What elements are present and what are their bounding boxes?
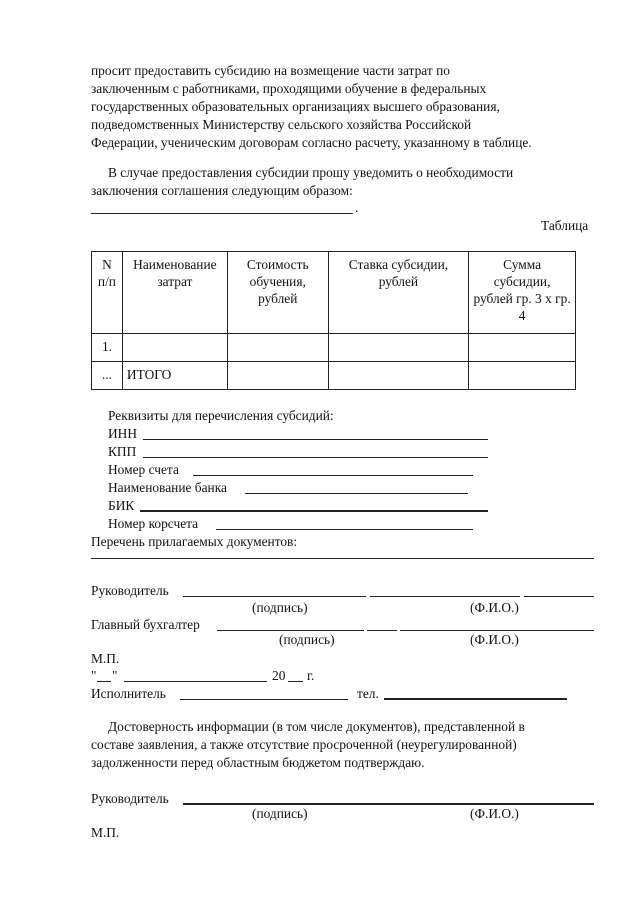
bank-label: Наименование банка	[108, 480, 227, 495]
accountant-gap-field[interactable]	[367, 630, 397, 631]
tel-label: тел.	[357, 686, 379, 701]
table-cell[interactable]	[328, 334, 469, 362]
table-cell[interactable]	[227, 334, 328, 362]
head2-label: Руководитель	[91, 791, 169, 806]
corr-field[interactable]	[216, 529, 473, 530]
stamp-place-2: М.П.	[91, 825, 120, 840]
table-row	[92, 334, 576, 362]
bank-field[interactable]	[245, 493, 468, 494]
inn-field[interactable]	[143, 439, 488, 440]
intro-line-4: подведомственных Министерству сельского хозяйства Российской	[91, 117, 472, 132]
header-cell: N п/п	[92, 252, 123, 334]
intro-line-5: Федерации, ученическим договорам согласно расчету, указанному в таблице.	[91, 135, 532, 150]
header-cell: Наименование затрат	[122, 252, 227, 334]
accountant-sign-caption: (подпись)	[279, 632, 335, 647]
header-cell: Стоимость обучения, рублей	[227, 252, 328, 334]
account-label: Номер счета	[108, 462, 179, 477]
accountant-fio-field[interactable]	[400, 630, 594, 631]
notify-line-2: заключения соглашения следующим образом:	[91, 183, 353, 198]
intro-line-1: просит предоставить субсидию на возмещение части затрат по	[91, 63, 450, 78]
account-field[interactable]	[193, 475, 473, 476]
date-quote-close: "	[112, 668, 118, 683]
accountant-fio-caption: (Ф.И.О.)	[470, 632, 519, 647]
head2-fio-caption: (Ф.И.О.)	[470, 806, 519, 821]
confirm-line-2: составе заявления, а также отсутствие просроченной (неурегулированной)	[91, 737, 517, 752]
tel-field[interactable]	[384, 698, 567, 700]
date-year-suffix: г.	[307, 668, 315, 683]
confirm-line-3: задолженности перед областным бюджетом подтверждаю.	[91, 755, 425, 770]
subsidy-table	[91, 251, 576, 390]
corr-label: Номер корсчета	[108, 516, 199, 531]
docs-list-label: Перечень прилагаемых документов:	[91, 534, 298, 549]
notify-dot: .	[355, 200, 359, 215]
kpp-field[interactable]	[143, 457, 488, 458]
intro-line-2: заключенным с работниками, проходящими обучение в федеральных	[91, 81, 487, 96]
intro-line-3: государственных образовательных организациях высшего образования,	[91, 99, 500, 114]
accountant-sign-field[interactable]	[217, 630, 364, 631]
kpp-label: КПП	[108, 444, 137, 459]
table-row	[92, 362, 576, 390]
head2-field[interactable]	[183, 803, 594, 805]
table-cell[interactable]	[469, 334, 576, 362]
date-year-field[interactable]	[288, 681, 303, 682]
date-month-field[interactable]	[124, 681, 267, 682]
head-sign-caption: (подпись)	[252, 600, 308, 615]
executor-label: Исполнитель	[91, 686, 166, 701]
table-label: Таблица	[541, 218, 589, 233]
stamp-place-1: М.П.	[91, 651, 120, 666]
table-cell: 1.	[92, 334, 123, 362]
bik-label: БИК	[108, 498, 135, 513]
date-year-prefix: 20	[272, 668, 286, 683]
table-cell[interactable]	[227, 362, 328, 390]
confirm-line-1: Достоверность информации (в том числе документов), представленной в	[108, 719, 525, 734]
requisites-title: Реквизиты для перечисления субсидий:	[108, 408, 334, 423]
table-cell[interactable]	[469, 362, 576, 390]
table-cell[interactable]	[328, 362, 469, 390]
accountant-label: Главный бухгалтер	[91, 617, 200, 632]
notify-line-1: В случае предоставления субсидии прошу уведомить о необходимости	[108, 165, 514, 180]
head-extra-field[interactable]	[524, 596, 594, 597]
table-cell: ...	[92, 362, 123, 390]
docs-list-field[interactable]	[91, 558, 594, 559]
date-day-field[interactable]	[97, 681, 111, 682]
head2-sign-caption: (подпись)	[252, 806, 308, 821]
head-fio-caption: (Ф.И.О.)	[470, 600, 519, 615]
header-cell: Сумма субсидии, рублей гр. 3 x гр. 4	[469, 252, 576, 334]
notify-blank-line[interactable]	[91, 213, 353, 214]
header-cell: Ставка субсидии, рублей	[328, 252, 469, 334]
head-sign-field[interactable]	[183, 596, 366, 597]
executor-field[interactable]	[180, 699, 348, 700]
head-label: Руководитель	[91, 583, 169, 598]
table-header-row	[92, 252, 576, 334]
table-cell[interactable]	[122, 334, 227, 362]
head-fio-field[interactable]	[370, 596, 520, 597]
date-quote-open: "	[91, 668, 97, 683]
inn-label: ИНН	[108, 426, 138, 441]
table-cell: ИТОГО	[122, 362, 227, 390]
bik-field[interactable]	[140, 510, 488, 512]
